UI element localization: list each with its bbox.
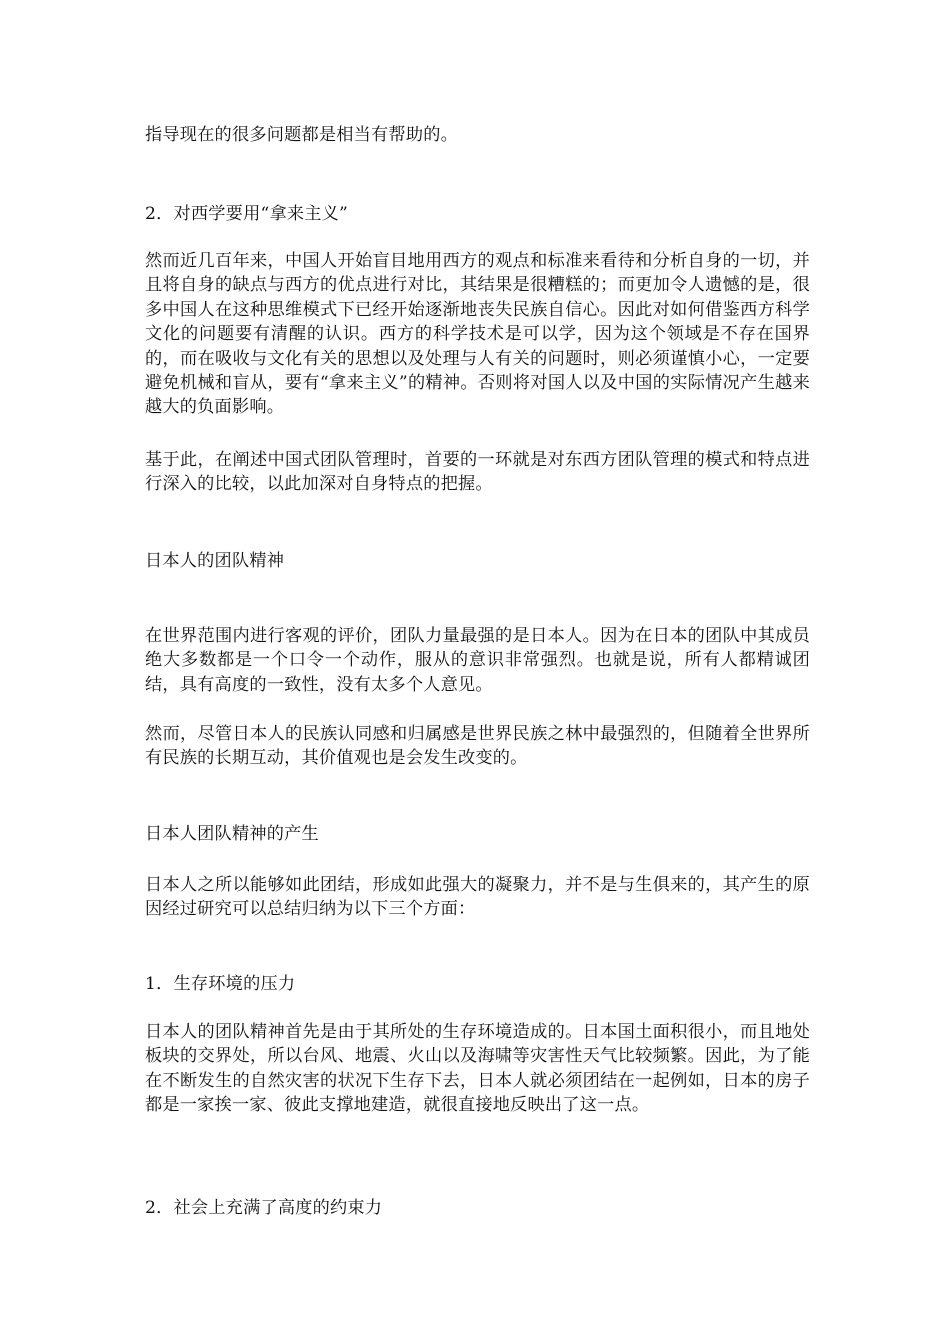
heading-society: 2．社会上充满了高度的约束力: [145, 1198, 383, 1218]
paragraph-intro-end: 指导现在的很多问题都是相当有帮助的。: [145, 125, 458, 145]
paragraph-origin: 日本人之所以能够如此团结，形成如此强大的凝聚力，并不是与生俱来的，其产生的原因经过研究可以总结归纳为以下三个方面：: [145, 875, 810, 920]
paragraph-japan-1: 在世界范围内进行客观的评价，团队力量最强的是日本人。因为在日本的团队中其成员绝大多数都是一个口令一个动作，服从的意识非常强烈。也就是说，所有人都精诚团结，具有高度的一致性，没有太多个人意见。: [145, 626, 810, 695]
paragraph-western-2: 基于此，在阐述中国式团队管理时，首要的一环就是对东西方团队管理的模式和特点进行深入的比较，以此加深对自身特点的把握。: [145, 450, 810, 495]
paragraph-western-1: 然而近几百年来，中国人开始盲目地用西方的观点和标准来看待和分析自身的一切，并且将自身的缺点与西方的优点进行对比，其结果是很糟糕的；而更加令人遗憾的是，很多中国人在这种思维模式下已经开始逐渐地丧失民族自信心。因此对如何借鉴西方科学文化的问题要有清醒的认识。西方的科学技术是可以学，因为这个领域是不存在国界的，而在吸收与文化有关的思想以及处理与人有关的问题时，则必须谨慎小心，一定要避免机械和盲从，要有“拿来主义”的精神。否则将对国人以及中国的实际情况产生越来越大的负面影响。: [145, 251, 810, 418]
heading-section-2: 2．对西学要用“拿来主义”: [145, 204, 348, 224]
heading-japanese-team-spirit: 日本人的团队精神: [145, 551, 285, 571]
heading-origin: 日本人团队精神的产生: [145, 824, 319, 844]
paragraph-japan-2: 然而，尽管日本人的民族认同感和归属感是世界民族之林中最强烈的，但随着全世界所有民族的长期互动，其价值观也是会发生改变的。: [145, 724, 810, 769]
heading-environment: 1．生存环境的压力: [145, 974, 296, 994]
paragraph-environment: 日本人的团队精神首先是由于其所处的生存环境造成的。日本国土面积很小，而且地处板块的交界处，所以台风、地震、火山以及海啸等灾害性天气比较频繁。因此，为了能在不断发生的自然灾害的状况下生存下去，日本人就必须团结在一起例如，日本的房子都是一家挨一家、彼此支撑地建造，就很直接地反映出了这一点。: [145, 1022, 810, 1116]
